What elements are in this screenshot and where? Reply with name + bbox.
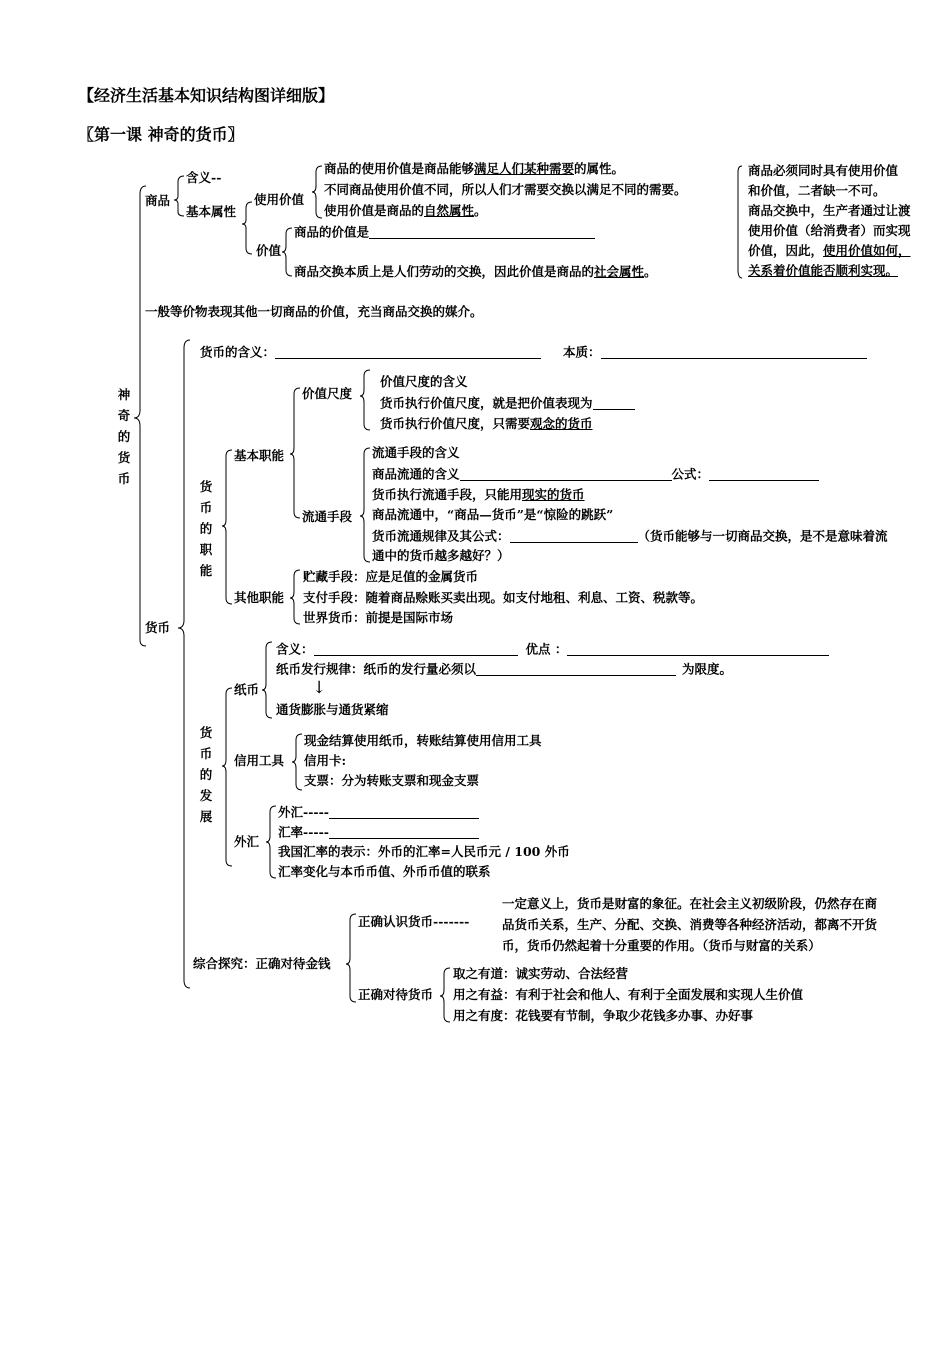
money-label: 货币 — [145, 620, 171, 635]
ct-item-a: 现金结算使用纸币，转账结算使用信用工具 — [304, 733, 542, 748]
other-item-b: 支付手段：随着商品赊账买卖出现。如支付地租、利息、工资、税款等。 — [303, 590, 704, 605]
general-equivalent: 一般等价物表现其他一切商品的价值，充当商品交换的媒介。 — [145, 304, 483, 319]
down-arrow-icon: ↓ — [312, 678, 327, 698]
basic-functions-label: 基本职能 — [234, 448, 285, 463]
paper-money-label: 纸币 — [234, 682, 260, 697]
circ-item-c: 货币执行流通手段，只能用现实的货币 — [372, 487, 585, 502]
value-item-b: 商品交换本质上是人们劳动的交换，因此价值是商品的社会属性。 — [294, 264, 657, 279]
pm-item-a: 含义： 优点 ： — [276, 643, 829, 656]
treat-item-c: 用之有度：花钱要有节制，争取少花钱多办事、办好事 — [453, 1008, 754, 1023]
use-value-item-c: 使用价值是商品的自然属性。 — [324, 203, 487, 218]
value-measure-label: 价值尺度 — [302, 386, 353, 401]
circ-item-e2: 通中的货币越多越好？） — [372, 548, 510, 563]
circ-item-b: 商品流通的含义 公式： — [372, 468, 819, 481]
development-label: 货 币 的 发 展 — [199, 725, 213, 824]
commodity-label: 商品 — [145, 193, 171, 208]
fx-item-b: 汇率----- — [278, 826, 479, 839]
commodity-meaning: 含义-- — [186, 170, 222, 185]
circ-item-a: 流通手段的含义 — [372, 445, 460, 460]
fx-item-a: 外汇----- — [278, 806, 479, 819]
page-title: 【经济生活基本知识结构图详细版】 — [78, 86, 335, 105]
other-functions-label: 其他职能 — [234, 590, 285, 605]
treat-item-b: 用之有益：有利于社会和他人、有利于全面发展和实现人生价值 — [453, 987, 804, 1002]
side-note: 商品必须同时具有使用价值 和价值，二者缺一不可。 商品交换中，生产者通过让渡 使用价值（给消费者）而实现 价值，因此，使用价值如何， 关系着价值能否顺利实现。 — [748, 163, 911, 278]
root-label: 神 奇 的 货 币 — [117, 387, 131, 486]
basic-attr-label: 基本属性 — [186, 204, 237, 219]
pm-item-b: 纸币发行规律：纸币的发行量必须以 为限度。 — [276, 661, 733, 677]
fx-item-d: 汇率变化与本币币值、外币币值的联系 — [278, 864, 491, 879]
circulation-label: 流通手段 — [302, 509, 353, 524]
correct-treat-label: 正确对待货币 — [358, 987, 434, 1002]
circ-item-d: 商品流通中，“商品—货币”是“惊险的跳跃” — [372, 507, 614, 522]
functions-label: 货 币 的 职 能 — [199, 479, 213, 578]
view-text: 一定意义上，货币是财富的象征。在社会主义初级阶段，仍然存在商 品货币关系，生产、分配、交换、消费等各种经济活动，都离不开货 币，货币仍然起着十分重要的作用。（货币与财富的关系） — [502, 896, 878, 953]
lesson-title: 〖第一课 神奇的货币〗 — [78, 125, 244, 144]
value-item-a: 商品的价值是 — [294, 226, 595, 239]
ct-item-c: 支票：分为转账支票和现金支票 — [304, 773, 480, 788]
money-essence: 本质： — [563, 346, 867, 359]
money-meaning: 货币的含义： — [200, 346, 541, 359]
use-value-item-a: 商品的使用价值是商品能够满足人们某种需要的属性。 — [324, 161, 625, 176]
use-value-item-b: 不同商品使用价值不同，所以人们才需要交换以满足不同的需要。 — [324, 182, 687, 197]
correct-view-label: 正确认识货币------- — [358, 914, 470, 929]
pm-item-c: 通货膨胀与通货紧缩 — [276, 702, 389, 717]
other-item-a: 贮藏手段：应是足值的金属货币 — [303, 569, 479, 584]
ct-item-b: 信用卡: — [304, 753, 347, 768]
fx-item-c: 我国汇率的表示：外币的汇率=人民币元 / 100 外币 — [278, 844, 570, 859]
value-label: 价值 — [256, 243, 282, 258]
credit-tools-label: 信用工具 — [234, 753, 285, 768]
circ-item-e: 货币流通规律及其公式： （货币能够与一切商品交换，是不是意味着流 — [372, 528, 888, 544]
use-value-label: 使用价值 — [254, 192, 305, 207]
treat-item-a: 取之有道：诚实劳动、合法经营 — [453, 966, 629, 981]
vm-item-a: 价值尺度的含义 — [380, 374, 468, 389]
forex-label: 外汇 — [234, 834, 260, 849]
comprehensive-label: 综合探究：正确对待金钱 — [193, 956, 331, 971]
vm-item-c: 货币执行价值尺度，只需要观念的货币 — [380, 416, 593, 431]
vm-item-b: 货币执行价值尺度，就是把价值表现为 — [380, 397, 635, 410]
other-item-c: 世界货币：前提是国际市场 — [303, 610, 454, 625]
